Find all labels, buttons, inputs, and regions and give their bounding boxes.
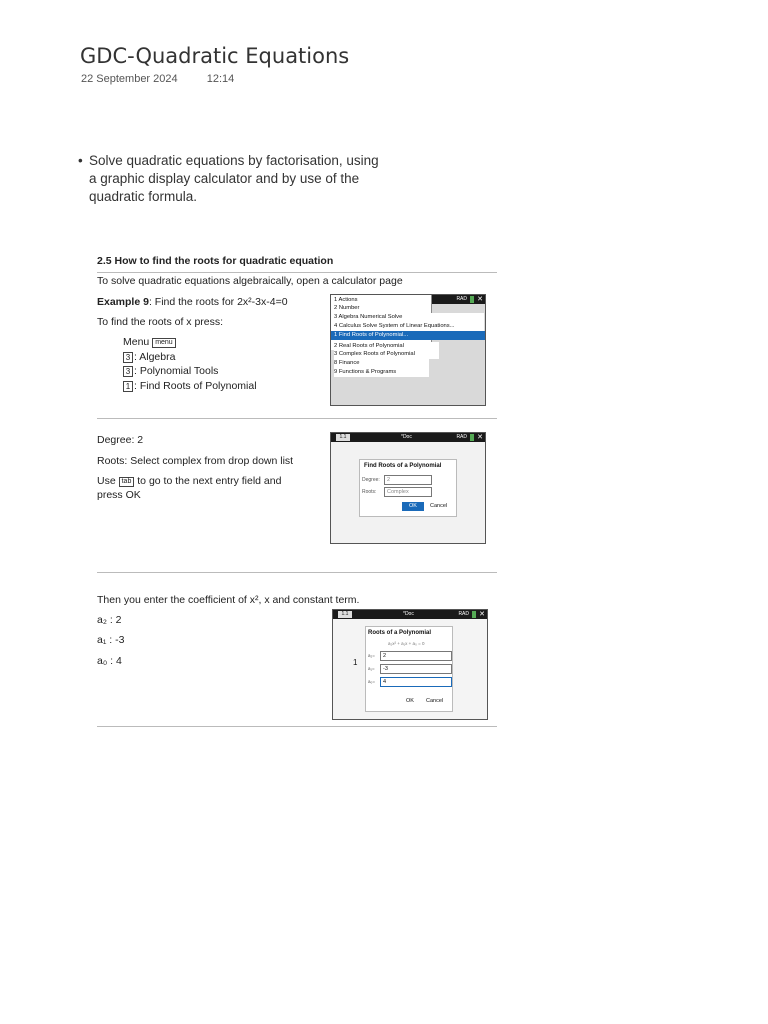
menu-item-functions: 9 Functions & Programs xyxy=(334,368,429,377)
section-intro: To solve quadratic equations algebraically, open a calculator page xyxy=(97,275,403,287)
press-ok-text: press OK xyxy=(97,489,141,501)
cancel-button: Cancel xyxy=(430,503,448,509)
close-icon: ✕ xyxy=(479,611,485,618)
close-icon: ✕ xyxy=(477,434,483,441)
menu-key: menu xyxy=(152,338,176,348)
step-menu: Menu menu xyxy=(123,335,257,350)
roots-label: Roots: xyxy=(362,489,377,495)
roots-select-text: Roots: Select complex from drop down list xyxy=(97,455,294,467)
menu-item-calculus: 4 Calculus Solve System of Linear Equations... xyxy=(334,322,484,331)
page-date: 22 September 2024 xyxy=(81,73,178,85)
coefficient-instruction: Then you enter the coefficient of x², x and constant term. xyxy=(97,594,360,606)
ok-button: OK xyxy=(406,698,414,704)
coefficient-a2: a₂ : 2 xyxy=(97,614,122,626)
roots-dialog xyxy=(365,626,453,712)
page-title: GDC-Quadratic Equations xyxy=(80,44,350,68)
side-mark: 1 xyxy=(353,658,358,667)
key-steps xyxy=(123,335,257,393)
example-text: : Find the roots for 2x²-3x-4=0 xyxy=(148,296,288,308)
key-1: 1 xyxy=(123,381,133,392)
degree-label: Degree: xyxy=(362,477,380,483)
bullet: • xyxy=(78,153,83,168)
roots-dropdown: Complex xyxy=(384,487,432,497)
a1-field: -3 xyxy=(380,664,452,674)
page-time: 12:14 xyxy=(206,73,235,85)
find-roots-dialog xyxy=(359,459,457,517)
menu-item-number: 2 Number xyxy=(334,305,360,311)
dialog-title: Find Roots of a Polynomial xyxy=(364,463,442,469)
coefficient-a1: a₁ : -3 xyxy=(97,634,125,646)
menu-item-find-roots: 1 Find Roots of Polynomial... xyxy=(331,331,486,340)
section-heading: 2.5 How to find the roots for quadratic equation xyxy=(97,255,334,267)
a0-field: 4 xyxy=(380,677,452,687)
divider xyxy=(97,418,497,419)
degree-field: 2 xyxy=(384,475,432,485)
key-3: 3 xyxy=(123,352,133,363)
battery-icon xyxy=(470,296,474,303)
tab-key: tab xyxy=(119,477,135,487)
cancel-button: Cancel xyxy=(426,698,444,704)
menu-item-real-roots: 2 Real Roots of Polynomial xyxy=(334,342,439,351)
roots-instruction: To find the roots of x press: xyxy=(97,316,224,328)
dialog-title: Roots of a Polynomial xyxy=(368,630,432,636)
divider xyxy=(97,272,497,273)
equation-text: a₂x² + a₁x + a₀ = 0 xyxy=(388,641,425,646)
battery-icon xyxy=(472,611,476,618)
calculator-coefficients-screenshot xyxy=(332,609,488,720)
a2-label: a₂= xyxy=(368,653,375,658)
calculator-degree-screenshot xyxy=(330,432,486,544)
calc-status-bar: RAD ✕ xyxy=(431,295,485,304)
page-meta xyxy=(81,73,260,85)
battery-icon xyxy=(470,434,474,441)
example-line xyxy=(97,296,288,308)
menu-item-actions: 1 Actions xyxy=(334,297,358,303)
menu-item-algebra: 3 Algebra Numerical Solve xyxy=(334,313,484,322)
a1-label: a₁= xyxy=(368,666,375,671)
close-icon: ✕ xyxy=(477,296,483,303)
key-3: 3 xyxy=(123,366,133,377)
step-algebra: 3 : Algebra xyxy=(123,350,257,365)
calc-status-bar: 1.1 *Doc RAD ✕ xyxy=(331,433,485,442)
calc-status-bar: 1.1 *Doc RAD ✕ xyxy=(333,610,487,619)
objective-text: Solve quadratic equations by factorisation, using a graphic display calculator and by use of the quadratic formula. xyxy=(89,153,379,204)
ok-button: OK xyxy=(402,502,424,511)
step-find-roots: 1 : Find Roots of Polynomial xyxy=(123,379,257,394)
calculator-menu-screenshot xyxy=(330,294,486,406)
degree-text: Degree: 2 xyxy=(97,434,144,446)
step-polynomial-tools: 3 : Polynomial Tools xyxy=(123,364,257,379)
a2-field: 2 xyxy=(380,651,452,661)
a0-label: a₀= xyxy=(368,679,375,684)
coefficient-a0: a₀ : 4 xyxy=(97,655,122,667)
divider xyxy=(97,726,497,727)
example-label: Example 9 xyxy=(97,296,149,308)
menu-item-finance: 8 Finance xyxy=(334,359,429,368)
tab-instruction: Use tab to go to the next entry field and xyxy=(97,475,282,487)
divider xyxy=(97,572,497,573)
menu-item-complex-roots: 3 Complex Roots of Polynomial xyxy=(334,350,439,359)
